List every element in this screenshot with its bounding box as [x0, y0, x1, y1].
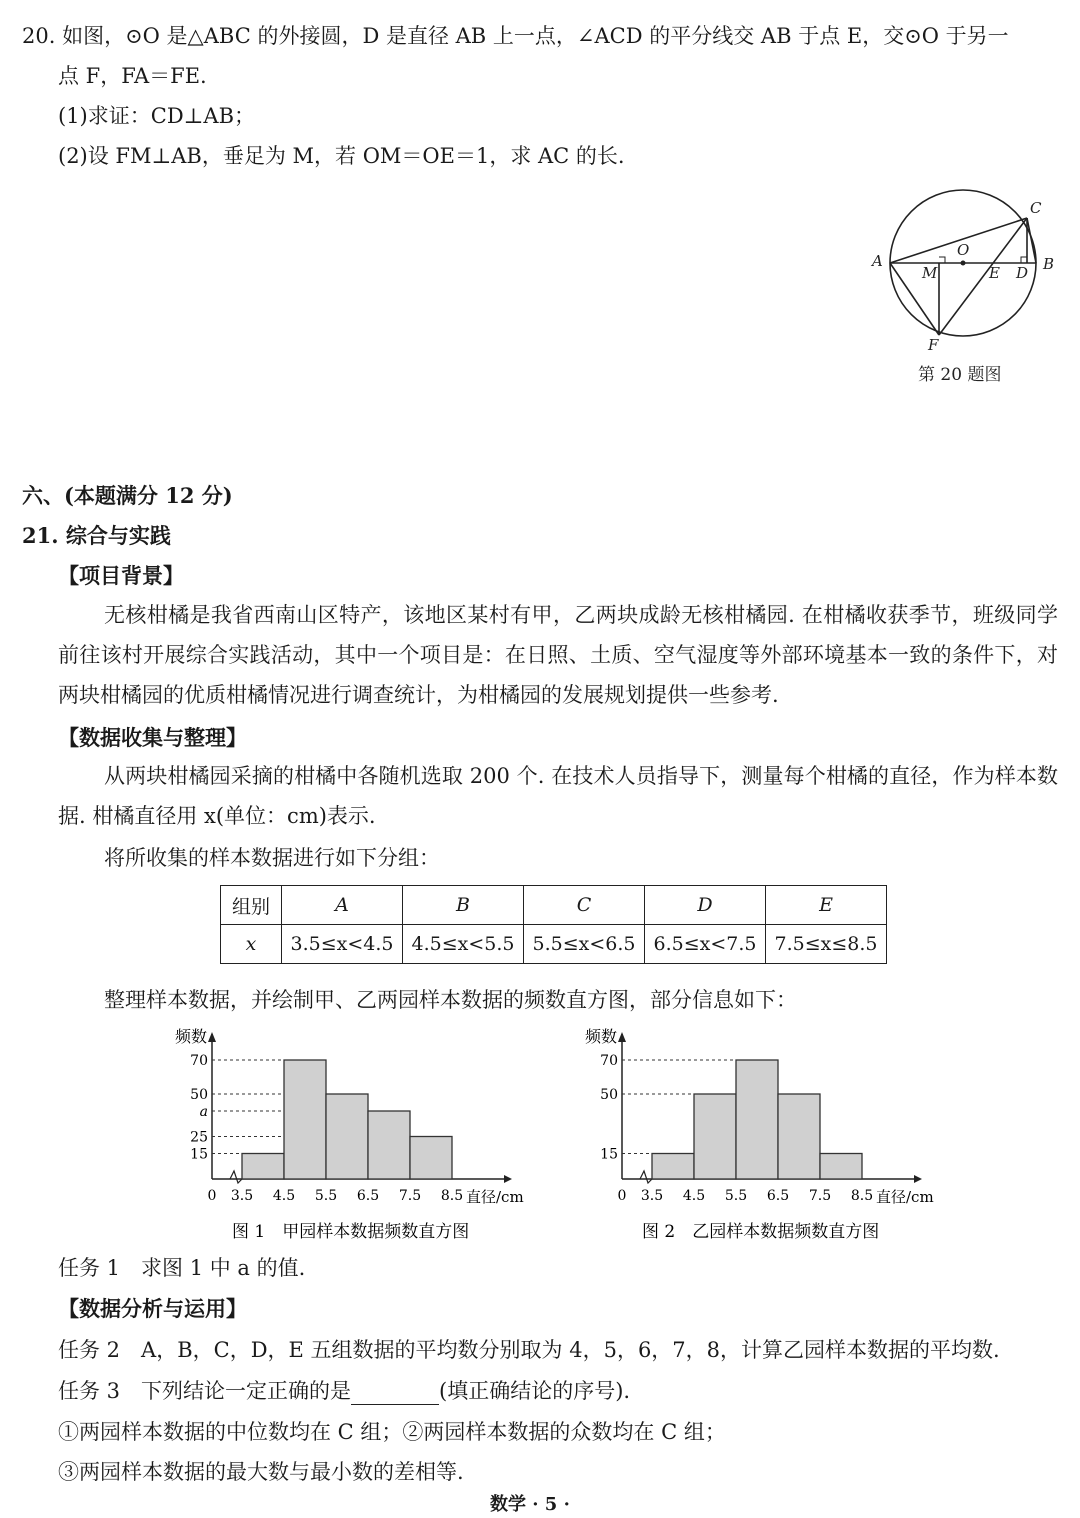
table-cell: C	[524, 886, 645, 925]
table-cell: 组别	[221, 886, 282, 925]
group-intro: 将所收集的样本数据进行如下分组：	[104, 846, 440, 870]
q20-line2: 点 F，FA＝FE.	[58, 64, 207, 88]
table-row	[221, 886, 887, 925]
x-tick-label: 3.5	[230, 1188, 254, 1204]
table-cell: 4.5≤x<5.5	[403, 925, 524, 964]
x-axis-arrow	[914, 1175, 922, 1183]
conclusion-3: ③两园样本数据的最大数与最小数的差相等.	[58, 1460, 464, 1484]
x-tick-label: 7.5	[398, 1188, 422, 1204]
q20-line1: 20. 如图，⊙O 是△ABC 的外接圆，D 是直径 AB 上一点，∠ACD 的平分线交 AB 于点 E，交⊙O 于另一	[22, 24, 1009, 48]
axis-break	[640, 1171, 652, 1183]
label-o: O	[957, 241, 970, 259]
y-tick-label: 15	[190, 1146, 208, 1163]
histogram-bar	[410, 1137, 452, 1180]
label-b: B	[1043, 255, 1055, 273]
label-a: A	[872, 252, 883, 270]
x-tick-label: 4.5	[272, 1188, 296, 1204]
x-tick-label: 8.5	[440, 1188, 464, 1204]
axis-break	[230, 1171, 242, 1183]
x-tick-label: 6.5	[766, 1188, 790, 1204]
task3-suffix: (填正确结论的序号).	[439, 1379, 631, 1403]
q20-figure	[860, 180, 1070, 390]
table-cell: D	[645, 886, 766, 925]
histogram-bar	[736, 1060, 778, 1179]
histogram-bar	[778, 1094, 820, 1179]
histogram-2	[580, 1022, 950, 1247]
right-angle-d	[1021, 257, 1027, 263]
x-tick-label: 5.5	[724, 1188, 748, 1204]
label-d: D	[1016, 264, 1029, 282]
collect-text: 从两块柑橘园采摘的柑橘中各随机选取 200 个. 在技术人员指导下，测量每个柑橘的直径，作为样本数据. 柑橘直径用 x(单位：cm)表示.	[58, 764, 1058, 828]
label-f: F	[928, 336, 939, 354]
table-cell: 5.5≤x<6.5	[524, 925, 645, 964]
table-cell: A	[282, 886, 403, 925]
histogram-intro: 整理样本数据，并绘制甲、乙两园样本数据的频数直方图，部分信息如下：	[104, 988, 797, 1012]
y-axis-label: 频数	[175, 1027, 208, 1046]
x-tick-label: 3.5	[640, 1188, 664, 1204]
segment-cf	[939, 218, 1027, 335]
x-tick-label: 8.5	[850, 1188, 874, 1204]
collect-heading: 【数据收集与整理】	[58, 725, 247, 750]
y-tick-label: 50	[190, 1087, 208, 1103]
group-table	[220, 885, 887, 964]
histogram-bar	[652, 1154, 694, 1180]
table-cell: 6.5≤x<7.5	[645, 925, 766, 964]
table-cell: E	[766, 886, 887, 925]
x-tick-label: 6.5	[356, 1188, 380, 1204]
y-tick-label: 25	[190, 1129, 208, 1146]
task1: 任务 1 求图 1 中 a 的值.	[58, 1256, 306, 1280]
origin-label: 0	[617, 1188, 627, 1204]
y-tick-label: 15	[600, 1146, 618, 1163]
histogram-1	[170, 1022, 540, 1247]
y-tick-label: 70	[190, 1053, 208, 1069]
task3-prefix: 任务 3 下列结论一定正确的是	[58, 1379, 352, 1403]
histogram-bar	[284, 1060, 326, 1179]
label-m: M	[922, 264, 938, 282]
x-tick-label: 7.5	[808, 1188, 832, 1204]
section-heading: 六、(本题满分 12 分)	[22, 483, 233, 508]
histogram-bar	[326, 1094, 368, 1179]
center-dot	[961, 261, 966, 266]
origin-label: 0	[207, 1188, 217, 1204]
y-tick-label: a	[199, 1104, 208, 1120]
histogram-bar	[368, 1111, 410, 1179]
label-e: E	[989, 264, 1000, 282]
histogram-bar	[242, 1154, 284, 1180]
x-axis-label: 直径/cm	[876, 1188, 934, 1206]
chart-title: 图 2 乙园样本数据频数直方图	[642, 1222, 880, 1242]
label-c: C	[1030, 199, 1042, 217]
y-axis-arrow	[618, 1032, 626, 1042]
background-heading: 【项目背景】	[58, 563, 184, 588]
table-cell: x	[221, 925, 282, 964]
table-cell: 3.5≤x<4.5	[282, 925, 403, 964]
table-cell: 7.5≤x≤8.5	[766, 925, 887, 964]
segment-cb	[1027, 218, 1036, 263]
q20-part1: (1)求证：CD⊥AB；	[58, 104, 255, 128]
q21-title: 21. 综合与实践	[22, 523, 171, 548]
table-cell: B	[403, 886, 524, 925]
analysis-heading: 【数据分析与运用】	[58, 1296, 247, 1321]
x-axis-label: 直径/cm	[466, 1188, 524, 1206]
y-axis-arrow	[208, 1032, 216, 1042]
conclusion-1-2: ①两园样本数据的中位数均在 C 组；②两园样本数据的众数均在 C 组；	[58, 1420, 726, 1444]
y-axis-label: 频数	[585, 1027, 618, 1046]
histogram-bar	[694, 1094, 736, 1179]
task3	[58, 1375, 630, 1405]
task2: 任务 2 A，B，C，D，E 五组数据的平均数分别取为 4，5，6，7，8，计算乙园样本数据的平均数.	[58, 1338, 1000, 1362]
y-tick-label: 50	[600, 1087, 618, 1103]
page-footer: 数学 · 5 ·	[490, 1494, 570, 1515]
x-tick-label: 5.5	[314, 1188, 338, 1204]
answer-blank	[351, 1384, 439, 1405]
background-text: 无核柑橘是我省西南山区特产，该地区某村有甲，乙两块成龄无核柑橘园. 在柑橘收获季节，班级同学前往该村开展综合实践活动，其中一个项目是：在日照、土质、空气湿度等外部环境基本一致的条件下，对两块柑橘园的优质柑橘情况进行调查统计，为柑橘园的发展规划提供一些参考.	[58, 603, 1058, 707]
x-axis-arrow	[504, 1175, 512, 1183]
histogram-bar	[820, 1154, 862, 1180]
y-tick-label: 70	[600, 1053, 618, 1069]
right-angle-m	[939, 257, 945, 263]
figure-caption: 第 20 题图	[918, 365, 1002, 385]
q20-part2: (2)设 FM⊥AB，垂足为 M，若 OM＝OE＝1，求 AC 的长.	[58, 144, 625, 168]
table-row	[221, 925, 887, 964]
x-tick-label: 4.5	[682, 1188, 706, 1204]
chart-title: 图 1 甲园样本数据频数直方图	[232, 1222, 470, 1242]
